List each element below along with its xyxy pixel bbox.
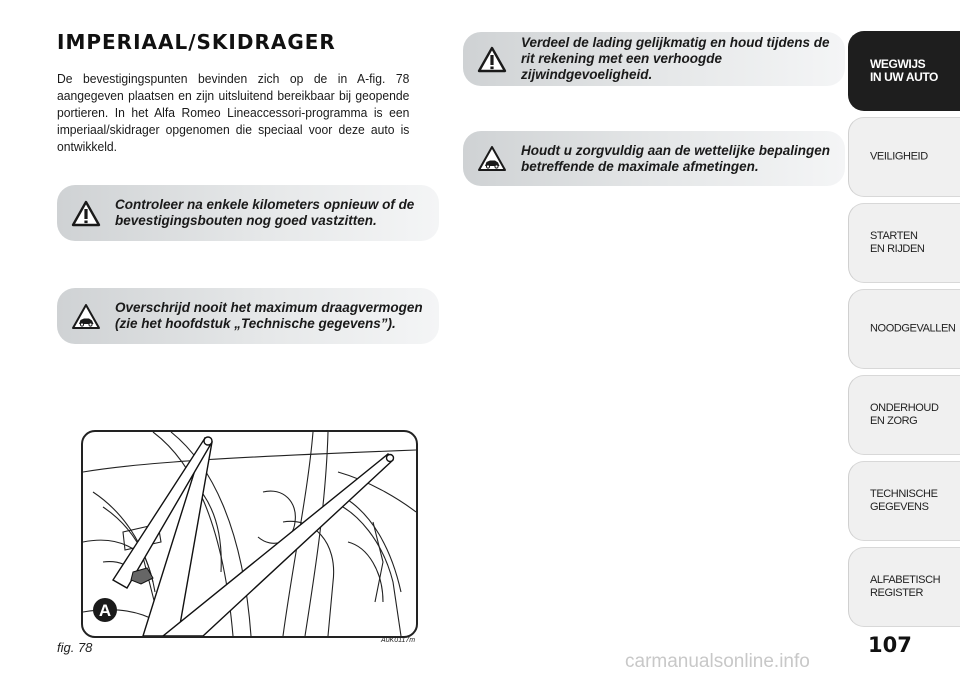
nav-tab-veiligheid[interactable] [848,117,960,197]
page-number: 107 [868,633,912,657]
nav-tab-label: ONDERHOUD EN ZORG [870,402,939,427]
figure-label: fig. 78 [57,640,93,655]
warning-text: Controleer na enkele kilometers opnieuw of de bevestigingsbouten nog goed vastzitten. [115,197,415,228]
warning-triangle-icon [463,46,521,73]
page-title: IMPERIAAL/SKIDRAGER [57,30,336,54]
warning-box-max-load [57,288,439,344]
figure-78-illustration [81,430,418,638]
nav-tab-starten[interactable] [848,203,960,283]
nav-tab-noodgevallen[interactable] [848,289,960,369]
warning-box-load-distribution [463,32,845,86]
warning-text: Overschrijd nooit het maximum draagvermogen (zie het hoofdstuk „Technische gegevens”). [115,300,423,331]
warning-text: Verdeel de lading gelijkmatig en houd tijdens de rit rekening met een verhoogde zijwindgevoeligheid. [521,35,830,82]
car-triangle-icon [57,303,115,330]
callout-a: A [98,601,112,620]
nav-tab-label: ALFABETISCH REGISTER [870,574,941,599]
watermark: carmanualsonline.info [625,651,810,672]
nav-tab-label: TECHNISCHE GEGEVENS [870,488,938,513]
car-door-roof-illustration [83,432,416,636]
nav-tab-label: NOODGEVALLEN [870,322,956,335]
warning-box-bolts [57,185,439,241]
nav-tab-label: STARTEN EN RIJDEN [870,230,925,255]
figure-code: A0K0117m [381,637,416,644]
warning-text: Houdt u zorgvuldig aan de wettelijke bepalingen betreffende de maximale afmetingen. [521,142,831,174]
nav-tab-onderhoud[interactable] [848,375,960,455]
car-triangle-icon [463,145,521,172]
nav-tab-label: WEGWIJS IN UW AUTO [870,57,938,84]
nav-tab-wegwijs[interactable] [848,31,960,111]
warning-triangle-icon [57,200,115,227]
intro-paragraph: De bevestigingspunten bevinden zich op de in A-fig. 78 aangegeven plaatsen en zijn uitsluitend bereikbaar bij geopende portieren. In het Alfa Romeo Lineaccessori-programma is een imperiaal/skidrager opgenomen die speciaal voor deze auto is ontwikkeld. [57,71,410,154]
warning-box-legal-dimensions [463,131,845,186]
nav-tab-technische[interactable] [848,461,960,541]
nav-tab-label: VEILIGHEID [870,150,928,163]
nav-tab-register[interactable] [848,547,960,627]
